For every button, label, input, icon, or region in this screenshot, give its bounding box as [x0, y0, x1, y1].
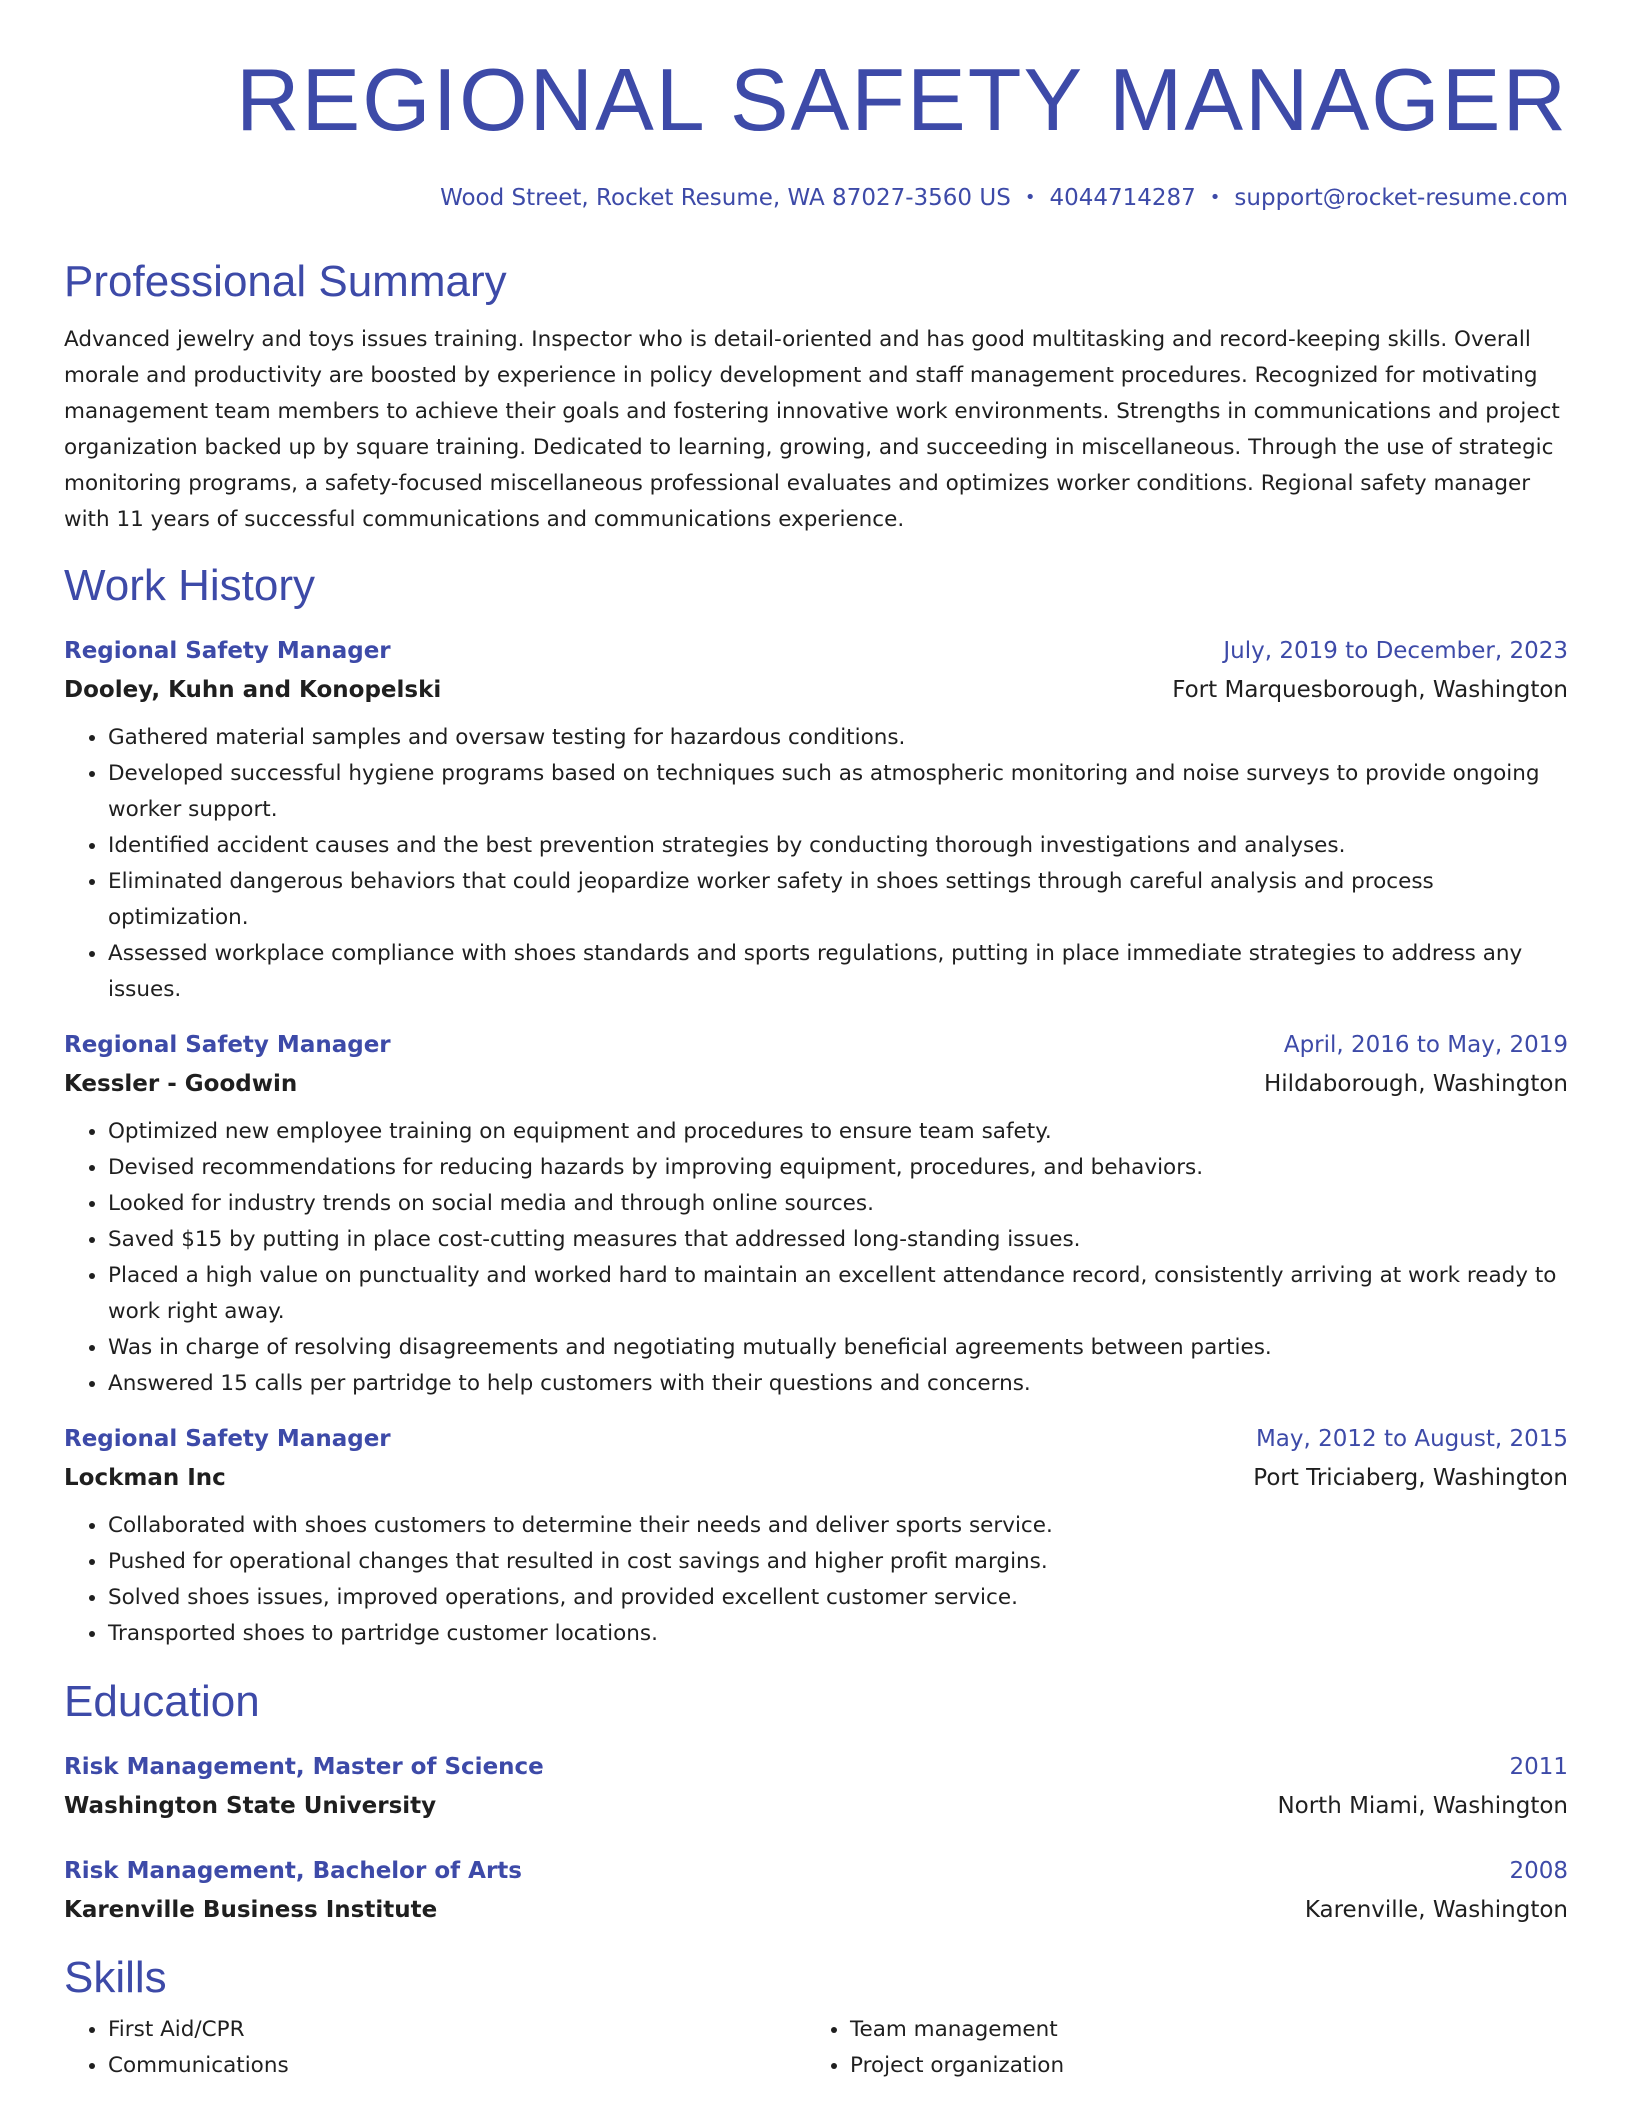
job-company: Kessler - Goodwin [64, 1071, 298, 1097]
bullet-separator: • [1209, 187, 1221, 208]
list-item: • Optimized new employee training on equipment and procedures to ensure team safety. [108, 1114, 1568, 1150]
school-name: Washington State University [64, 1793, 437, 1819]
job-bullets [64, 1114, 1568, 1402]
list-item: • Placed a high value on punctuality and worked hard to maintain an excellent attendance record, consistently arriving at work ready to work right away. [108, 1258, 1568, 1330]
list-item: • Looked for industry trends on social media and through online sources. [108, 1186, 1568, 1222]
job-location: Fort Marquesborough, Washington [1172, 677, 1568, 703]
job-bullets [64, 1508, 1568, 1652]
graduation-year: 2008 [1509, 1858, 1568, 1884]
list-item: • Eliminated dangerous behaviors that could jeopardize worker safety in shoes settings through careful analysis and process optimization. [108, 864, 1568, 936]
skill-item: • Communications [108, 2048, 806, 2084]
resume-header [64, 52, 1568, 212]
job-role: Regional Safety Manager [64, 638, 391, 664]
job-company: Dooley, Kuhn and Konopelski [64, 677, 442, 703]
job-dates: May, 2012 to August, 2015 [1255, 1426, 1568, 1452]
skills-list [64, 2012, 1568, 2084]
email-link[interactable]: support@rocket-resume.com [1234, 185, 1568, 211]
phone: 4044714287 [1049, 185, 1196, 211]
list-item: • Gathered material samples and oversaw testing for hazardous conditions. [108, 720, 1568, 756]
summary-heading: Professional Summary [64, 257, 507, 306]
summary-text: Advanced jewelry and toys issues training. Inspector who is detail-oriented and has good multitasking and record-keeping skills. Overall morale and productivity are boosted by experience in policy development and staff management procedures. Recognized for motivating management team members to achieve their goals and fostering innovative work environments. Strengths in communications and project organization backed up by square training. Dedicated to learning, growing, and succeeding in miscellaneous. Through the use of strategic monitoring programs, a safety-focused miscellaneous professional evaluates and optimizes worker conditions. Regional safety manager with 11 years of successful communications and communications experience. [64, 327, 1560, 532]
education-entry [64, 1852, 1568, 1930]
skill-item: • First Aid/CPR [108, 2012, 806, 2048]
list-item: • Solved shoes issues, improved operations, and provided excellent customer service. [108, 1580, 1568, 1616]
school-location: North Miami, Washington [1277, 1793, 1568, 1819]
list-item: • Developed successful hygiene programs based on techniques such as atmospheric monitoring and noise surveys to provide ongoing worker support. [108, 756, 1568, 828]
skills-heading: Skills [64, 1953, 167, 2002]
job-bullets [64, 720, 1568, 1008]
skill-item: • Team management [850, 2012, 1548, 2048]
job-role: Regional Safety Manager [64, 1032, 391, 1058]
school-location: Karenville, Washington [1304, 1897, 1568, 1923]
degree: Risk Management, Bachelor of Arts [64, 1858, 522, 1884]
candidate-title: REGIONAL SAFETY MANAGER [235, 50, 1568, 149]
address: Wood Street, Rocket Resume, WA 87027-3560 US [440, 185, 1011, 211]
job-role: Regional Safety Manager [64, 1426, 391, 1452]
job-location: Port Triciaberg, Washington [1253, 1465, 1568, 1491]
job-dates: April, 2016 to May, 2019 [1283, 1032, 1568, 1058]
list-item: • Was in charge of resolving disagreements and negotiating mutually beneficial agreements between parties. [108, 1330, 1568, 1366]
job-entry [64, 632, 1568, 1008]
skills-column-left [64, 2012, 806, 2084]
skills-column-right [806, 2012, 1548, 2084]
list-item: • Identified accident causes and the best prevention strategies by conducting thorough investigations and analyses. [108, 828, 1568, 864]
list-item: • Saved $15 by putting in place cost-cutting measures that addressed long-standing issues. [108, 1222, 1568, 1258]
school-name: Karenville Business Institute [64, 1897, 438, 1923]
work-history-heading: Work History [64, 561, 315, 610]
job-dates: July, 2019 to December, 2023 [1223, 638, 1568, 664]
list-item: • Assessed workplace compliance with shoes standards and sports regulations, putting in place immediate strategies to address any issues. [108, 936, 1568, 1008]
list-item: • Pushed for operational changes that resulted in cost savings and higher profit margins. [108, 1544, 1568, 1580]
degree: Risk Management, Master of Science [64, 1754, 544, 1780]
job-company: Lockman Inc [64, 1465, 226, 1491]
list-item: • Transported shoes to partridge customer locations. [108, 1616, 1568, 1652]
job-entry [64, 1420, 1568, 1652]
list-item: • Answered 15 calls per partridge to help customers with their questions and concerns. [108, 1366, 1568, 1402]
job-entry [64, 1026, 1568, 1402]
bullet-separator: • [1024, 187, 1036, 208]
education-entry [64, 1748, 1568, 1826]
contact-line [64, 184, 1568, 212]
list-item: • Collaborated with shoes customers to determine their needs and deliver sports service. [108, 1508, 1568, 1544]
skill-item: • Project organization [850, 2048, 1548, 2084]
job-location: Hildaborough, Washington [1264, 1071, 1568, 1097]
graduation-year: 2011 [1509, 1754, 1568, 1780]
education-heading: Education [64, 1677, 260, 1726]
list-item: • Devised recommendations for reducing hazards by improving equipment, procedures, and behaviors. [108, 1150, 1568, 1186]
